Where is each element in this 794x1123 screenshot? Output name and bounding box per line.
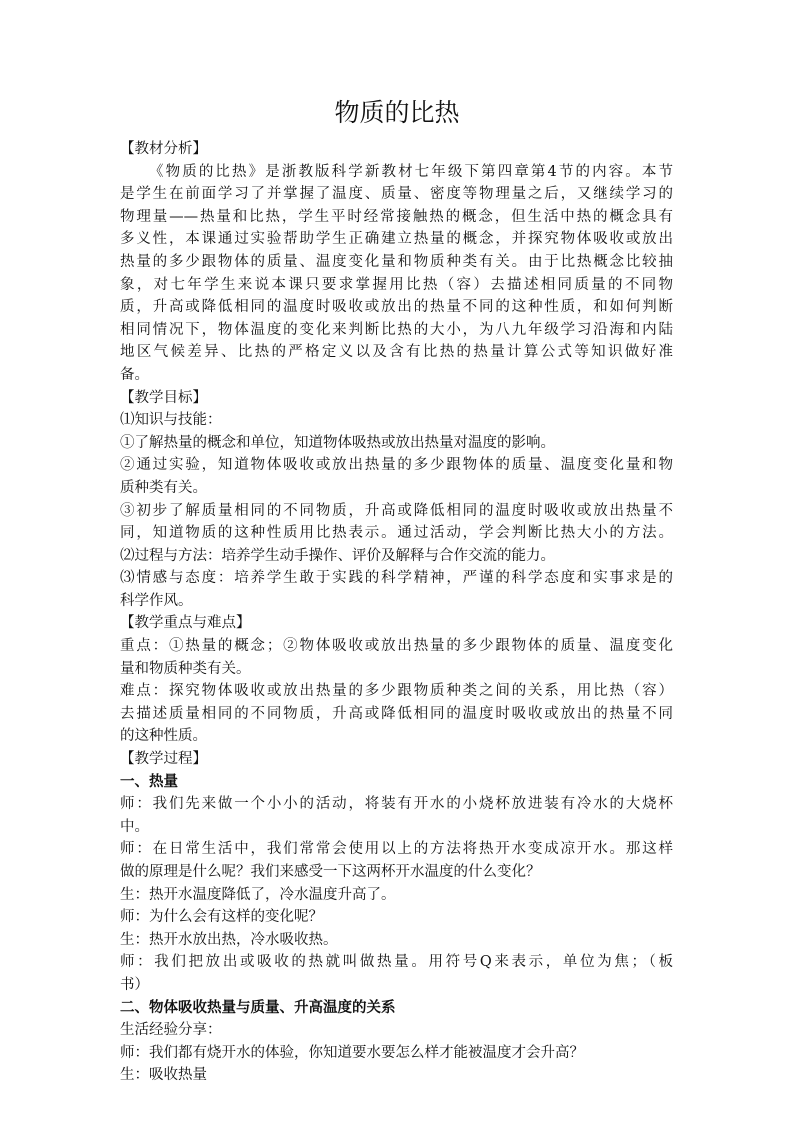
text-line: 师：我们把放出或吸收的热就叫做热量。用符号Q来表示，单位为焦；（板: [120, 954, 673, 971]
text-line: ⑴知识与技能：: [120, 412, 222, 429]
text-line: 备。: [120, 366, 149, 383]
text-line: ①了解热量的概念和单位，知道物体吸热或放出热量对温度的影响。: [120, 434, 555, 451]
text-line: ⑵过程与方法：培养学生动手操作、评价及解释与合作交流的能力。: [120, 547, 555, 564]
text-line: 【教学目标】: [120, 389, 207, 406]
text-line: 量和物质种类有关。: [120, 660, 251, 677]
text-line: 多义性，本课通过实验帮助学生正确建立热量的概念，并探究物体吸收或放出: [120, 231, 673, 248]
text-line: 质种类有关。: [120, 479, 207, 496]
text-line: 【教学重点与难点】: [120, 615, 251, 632]
text-line: 生活经验分享：: [120, 1022, 222, 1039]
text-line: ②通过实验，知道物体吸收或放出热量的多少跟物体的质量、温度变化量和物: [120, 457, 673, 474]
text-line: 科学作风。: [120, 592, 193, 609]
text-line: 物理量——热量和比热，学生平时经常接触热的概念，但生活中热的概念具有: [120, 208, 673, 225]
text-line: 同，知道物质的这种性质用比热表示。通过活动，学会判断比热大小的方法。: [120, 525, 673, 542]
document-title: 物质的比热: [334, 98, 460, 127]
text-line: 师：我们先来做一个小小的活动，将装有开水的小烧杯放进装有冷水的大烧杯: [120, 796, 673, 813]
text-line: 去描述质量相同的不同物质，升高或降低相同的温度时吸收或放出的热量不同: [120, 705, 673, 722]
text-line: 相同情况下，物体温度的变化来判断比热的大小，为八九年级学习沿海和内陆: [120, 321, 673, 338]
section-heading: 一、热量: [120, 773, 178, 790]
section-heading: 二、物体吸收热量与质量、升高温度的关系: [120, 999, 396, 1016]
text-line: 《物质的比热》是浙教版科学新教材七年级下第四章第4节的内容。本节: [149, 163, 673, 180]
text-line: 难点：探究物体吸收或放出热量的多少跟物质种类之间的关系，用比热（容）: [120, 683, 673, 700]
text-line: 师：在日常生活中，我们常常会使用以上的方法将热开水变成凉开水。那这样: [120, 841, 673, 858]
text-line: ⑶情感与态度：培养学生敢于实践的科学精神，严谨的科学态度和实事求是的: [120, 570, 673, 587]
text-line: ③初步了解质量相同的不同物质，升高或降低相同的温度时吸收或放出热量不: [120, 502, 673, 519]
text-line: 质，升高或降低相同的温度时吸收或放出的热量不同的这种性质，和如何判断: [120, 299, 673, 316]
text-line: 中。: [120, 818, 149, 835]
text-line: 生：热开水放出热，冷水吸收热。: [120, 931, 338, 948]
text-line: 师：为什么会有这样的变化呢？: [120, 909, 323, 926]
text-line: 的这种性质。: [120, 728, 207, 745]
text-line: 生：热开水温度降低了，冷水温度升高了。: [120, 886, 396, 903]
text-line: 地区气候差异、比热的严格定义以及含有比热的热量计算公式等知识做好准: [120, 344, 673, 361]
text-line: 是学生在前面学习了并掌握了温度、质量、密度等物理量之后，又继续学习的: [120, 186, 673, 203]
text-line: 师：我们都有烧开水的体验，你知道要水要怎么样才能被温度才会升高？: [120, 1044, 584, 1061]
text-line: 重点：①热量的概念；②物体吸收或放出热量的多少跟物体的质量、温度变化: [120, 638, 673, 655]
text-line: 做的原理是什么呢？我们来感受一下这两杯开水温度的什么变化？: [120, 864, 541, 880]
text-line: 热量的多少跟物体的质量、温度变化量和物质种类有关。由于比热概念比较抽: [120, 253, 673, 270]
text-line: 书）: [120, 976, 149, 993]
text-line: 生：吸收热量: [120, 1067, 207, 1084]
text-line: 【教学过程】: [120, 751, 207, 768]
text-line: 【教材分析】: [120, 141, 207, 157]
text-line: 象，对七年学生来说本课只要求掌握用比热（容）去描述相同质量的不同物: [120, 276, 673, 293]
document-body: [120, 138, 673, 1087]
